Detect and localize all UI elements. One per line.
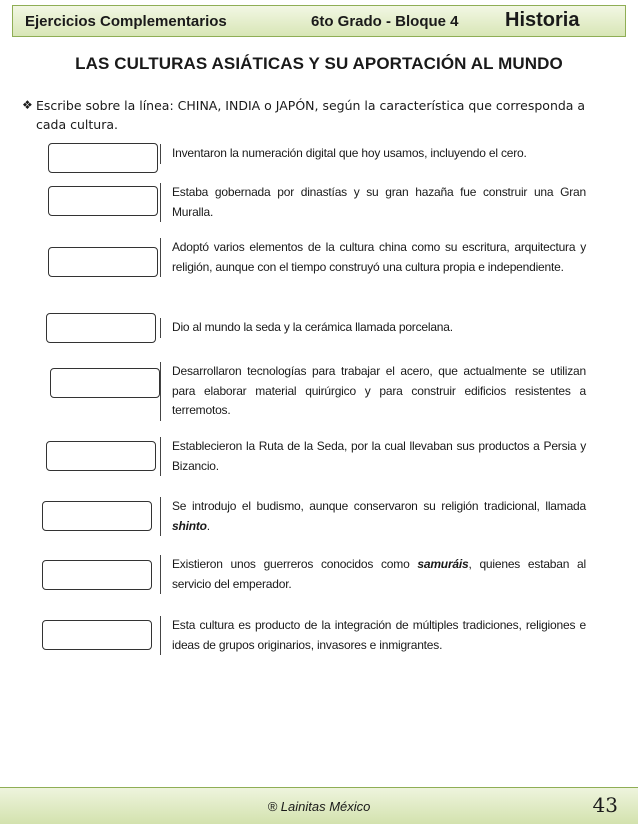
answer-box[interactable]: [48, 143, 158, 173]
answer-box[interactable]: [50, 368, 160, 398]
page-title: LAS CULTURAS ASIÁTICAS Y SU APORTACIÓN AL MUNDO: [75, 54, 563, 73]
answer-box[interactable]: [46, 313, 156, 343]
instruction-text: Escribe sobre la línea: CHINA, INDIA o JAPÓN, según la característica que corresponda a cada cultura.: [36, 98, 586, 132]
page-header: [12, 5, 626, 37]
item-description: Esta cultura es producto de la integración de múltiples tradiciones, religiones e ideas de grupos originarios, invasores e inmigrantes.: [160, 616, 586, 655]
answer-box[interactable]: [48, 186, 158, 216]
header-grade: 6to Grado - Bloque 4: [311, 13, 459, 30]
instruction: [22, 96, 616, 134]
answer-box[interactable]: [42, 620, 152, 650]
item-description: Se introdujo el budismo, aunque conservaron su religión tradicional, llamada shinto.: [160, 497, 586, 536]
page-footer: [0, 787, 638, 824]
footer-credit: ® Lainitas México: [267, 799, 371, 814]
header-subject: Historia: [505, 9, 580, 31]
answer-box[interactable]: [42, 560, 152, 590]
answer-box[interactable]: [48, 247, 158, 277]
item-description: Estaba gobernada por dinastías y su gran hazaña fue construir una Gran Muralla.: [160, 183, 586, 222]
item-description: Establecieron la Ruta de la Seda, por la cual llevaban sus productos a Persia y Bizancio.: [160, 437, 586, 476]
answer-box[interactable]: [46, 441, 156, 471]
item-description: Adoptó varios elementos de la cultura china como su escritura, arquitectura y religión, aunque con el tiempo construyó una cultura propia e independiente.: [160, 238, 586, 277]
answer-box[interactable]: [42, 501, 152, 531]
header-left: Ejercicios Complementarios: [25, 13, 227, 30]
page-number: 43: [592, 793, 618, 817]
item-description: Inventaron la numeración digital que hoy usamos, incluyendo el cero.: [160, 144, 586, 164]
diamond-bullet-icon: ❖: [22, 98, 33, 112]
item-description: Existieron unos guerreros conocidos como samuráis, quienes estaban al servicio del emperador.: [160, 555, 586, 594]
item-description: Desarrollaron tecnologías para trabajar el acero, que actualmente se utilizan para elaborar material quirúrgico y para construir edificios resistentes a terremotos.: [160, 362, 586, 421]
item-description: Dio al mundo la seda y la cerámica llamada porcelana.: [160, 318, 586, 338]
